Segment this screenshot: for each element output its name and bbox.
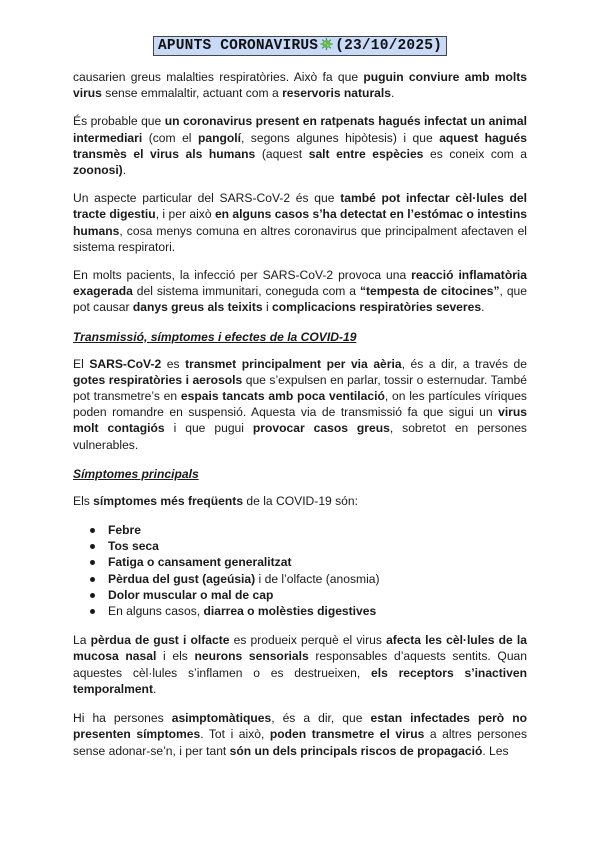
- list-item: Tos seca: [73, 538, 527, 554]
- paragraph: causarien greus malalties respiratòries. Això fa que puguin conviure amb molts virus sense emmalaltir, actuant com a reservoris naturals.: [73, 70, 528, 101]
- paragraph: La pèrdua de gust i olfacte es produeix perquè el virus afecta les cèl·lules de la mucosa nasal i els neurons sensorials responsables d’aquests sentits. Quan aquestes cèl·lules s’inflamen o es destrueixen, els receptors s’inactiven temporalment.: [73, 633, 527, 696]
- bullet-icon: [90, 528, 95, 533]
- bullet-icon: [90, 544, 95, 549]
- list-item: Fatiga o cansament generalitzat: [73, 554, 527, 570]
- section-heading: Transmissió, símptomes i efectes de la COVID-19: [73, 329, 357, 344]
- list-item: En alguns casos, diarrea o molèsties digestives: [73, 603, 527, 619]
- bullet-icon: [90, 593, 95, 598]
- list-item: Dolor muscular o mal de cap: [73, 587, 527, 603]
- bullet-icon: [90, 577, 95, 582]
- symptom-list: [73, 522, 527, 619]
- virus-icon: [319, 37, 334, 51]
- paragraph: Hi ha persones asimptomàtiques, és a dir, que estan infectades però no presenten símptomes. Tot i això, poden transmetre el virus a altres persones sense adonar-se’n, i per tant són un dels principals riscos de propagació. Les: [73, 711, 527, 758]
- title-date: (23/10/2025): [335, 38, 443, 54]
- header: [0, 36, 600, 56]
- list-item: Febre: [73, 522, 527, 538]
- title-text: APUNTS CORONAVIRUS: [157, 38, 319, 54]
- page-title: [153, 36, 447, 56]
- section-heading: Símptomes principals: [73, 466, 199, 481]
- paragraph: En molts pacients, la infecció per SARS-CoV-2 provoca una reacció inflamatòria exagerada del sistema immunitari, coneguda com a “tempesta de citocines”, que pot causar danys greus als teixits i complicacions respiratòries severes.: [73, 268, 527, 315]
- paragraph: El SARS-CoV-2 es transmet principalment per via aèria, és a dir, a través de gotes respiratòries i aerosols que s’expulsen en parlar, tossir o esternudar. També pot transmetre’s en espais tancats amb poca ventilació, on les partícules víriques poden romandre en suspensió. Aquesta via de transmissió fa que sigui un virus molt contagiós i que pugui provocar casos greus, sobretot en persones vulnerables.: [73, 356, 527, 452]
- bullet-icon: [90, 609, 95, 614]
- paragraph: Els símptomes més freqüents de la COVID-19 són:: [73, 493, 358, 508]
- document-body: [73, 69, 527, 759]
- list-item: Pèrdua del gust (ageúsia) i de l’olfacte (anosmia): [73, 571, 527, 587]
- bullet-icon: [90, 560, 95, 565]
- paragraph: És probable que un coronavirus present en ratpenats hagués infectat un animal intermediari (com el pangolí, segons algunes hipòtesis) i que aquest hagués transmès el virus als humans (aquest salt entre espècies es coneix com a zoonosi).: [73, 114, 527, 178]
- paragraph: Un aspecte particular del SARS-CoV-2 és que també pot infectar cèl·lules del tracte digestiu, i per això en alguns casos s’ha detectat en l’estómac o intestins humans, cosa menys comuna en altres coronavirus que principalment afectaven el sistema respiratori.: [73, 191, 527, 254]
